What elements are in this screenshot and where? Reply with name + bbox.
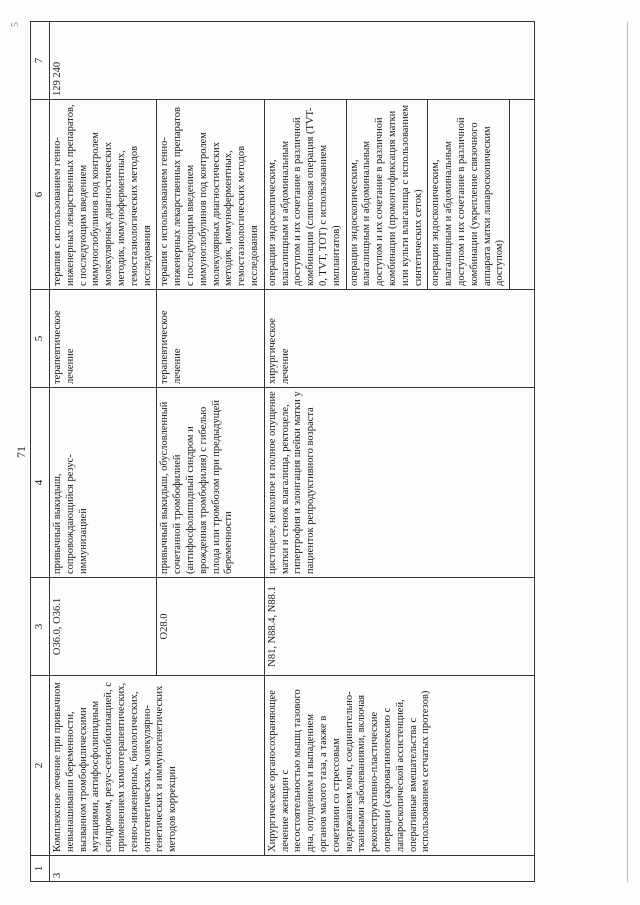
group-cell: Хирургическое органосохраняющее лечение женщин с несостоятельностью мышц тазового дна, опущением и выпадением органов малого таза, а также в сочетании со стрессовым недержанием мочи, соединительно-тканными заболеваниями, включая реконструктивно-пластические операции (сакровагинопексию с лапароскопической ассистенцией, оперативные вмешательства с использованием сетчатых протезов) (264, 676, 534, 856)
kind-cell: терапевтическое лечение (157, 290, 264, 388)
table-row (50, 22, 157, 882)
table-row (264, 22, 346, 882)
codes-cell: N81, N88.4, N88.1 (264, 578, 534, 676)
header-col-1: 1 (31, 856, 50, 882)
header-col-5: 5 (31, 290, 50, 388)
method-cell: операции эндоскопическим, влагалищным и абдоминальным доступом и их сочетание в различной комбинации (промонтофиксация матки или культи влагалища с использованием синтетических сеток) (346, 100, 428, 290)
header-col-2: 2 (31, 676, 50, 856)
group-cell: Комплексное лечение при привычном невынашивании беременности, вызванном тромбофилическими мутациями, антифосфолипидным синдромом, резус-сенсибилизацией, с применением химиотерапевтических, генно-инженерных, биологических, онтогенетических, молекулярно-генетических и иммуногенетических методов коррекции (50, 676, 265, 856)
method-cell: терапия с использованием генно-инженерных лекарственных препаратов, с последующим введением иммуноглобулинов под контролем молекулярных диагностических методик, иммуноферментных, гемостазиологических методов исследования (50, 100, 157, 290)
codes-cell: O36.0, O36.1 (50, 578, 157, 676)
header-col-4: 4 (31, 388, 50, 578)
row-number-cell: 3 (50, 856, 535, 882)
method-cell: операции эндоскопическим, влагалищным и абдоминальным доступом и их сочетание в различной комбинации (укрепление связочного аппарата матки лапароскопическим доступом) (428, 100, 510, 290)
model-cell: привычный выкидыш, сопровождающийся резус-иммунизацией (50, 388, 157, 578)
empty-cell (510, 100, 535, 290)
vmp-table (30, 21, 535, 882)
norm-cell: 129 240 (50, 22, 535, 100)
header-col-3: 3 (31, 578, 50, 676)
kind-cell: терапевтическое лечение (50, 290, 157, 388)
rotated-content (10, 12, 630, 892)
method-cell: терапия с использованием генно-инженерных лекарственных препаратов с последующим введением иммуноглобулинов под контролем молекулярных диагностических методик, иммуноферментных, гемостазиологических методов исследования (157, 100, 264, 290)
page-number: 71 (14, 446, 28, 458)
header-col-6: 6 (31, 100, 50, 290)
codes-cell: O28.0 (157, 578, 264, 676)
header-row (31, 22, 50, 882)
bottom-rule (627, 22, 628, 882)
kind-cell: хирургическое лечение (264, 290, 534, 388)
top-right-mark: 5 (10, 22, 21, 27)
model-cell: цистоцеле, неполное и полное опущение матки и стенок влагалища, ректоцеле, гипертрофия и элонгация шейки матки у пациенток репродуктивного возраста (264, 388, 534, 578)
header-col-7: 7 (31, 22, 50, 100)
method-cell: операции эндоскопическим, влагалищным и абдоминальным доступом и их сочетание в различной комбинации (слинговая операция (TVT-0, TVT, TOT) с использованием имплантатов) (264, 100, 346, 290)
model-cell: привычный выкидыш, обусловленный сочетанной тромбофилией (антифосфолипидный синдром и врожденная тромбофилия) с гибелью плода или тромбозом при предыдущей беременности (157, 388, 264, 578)
